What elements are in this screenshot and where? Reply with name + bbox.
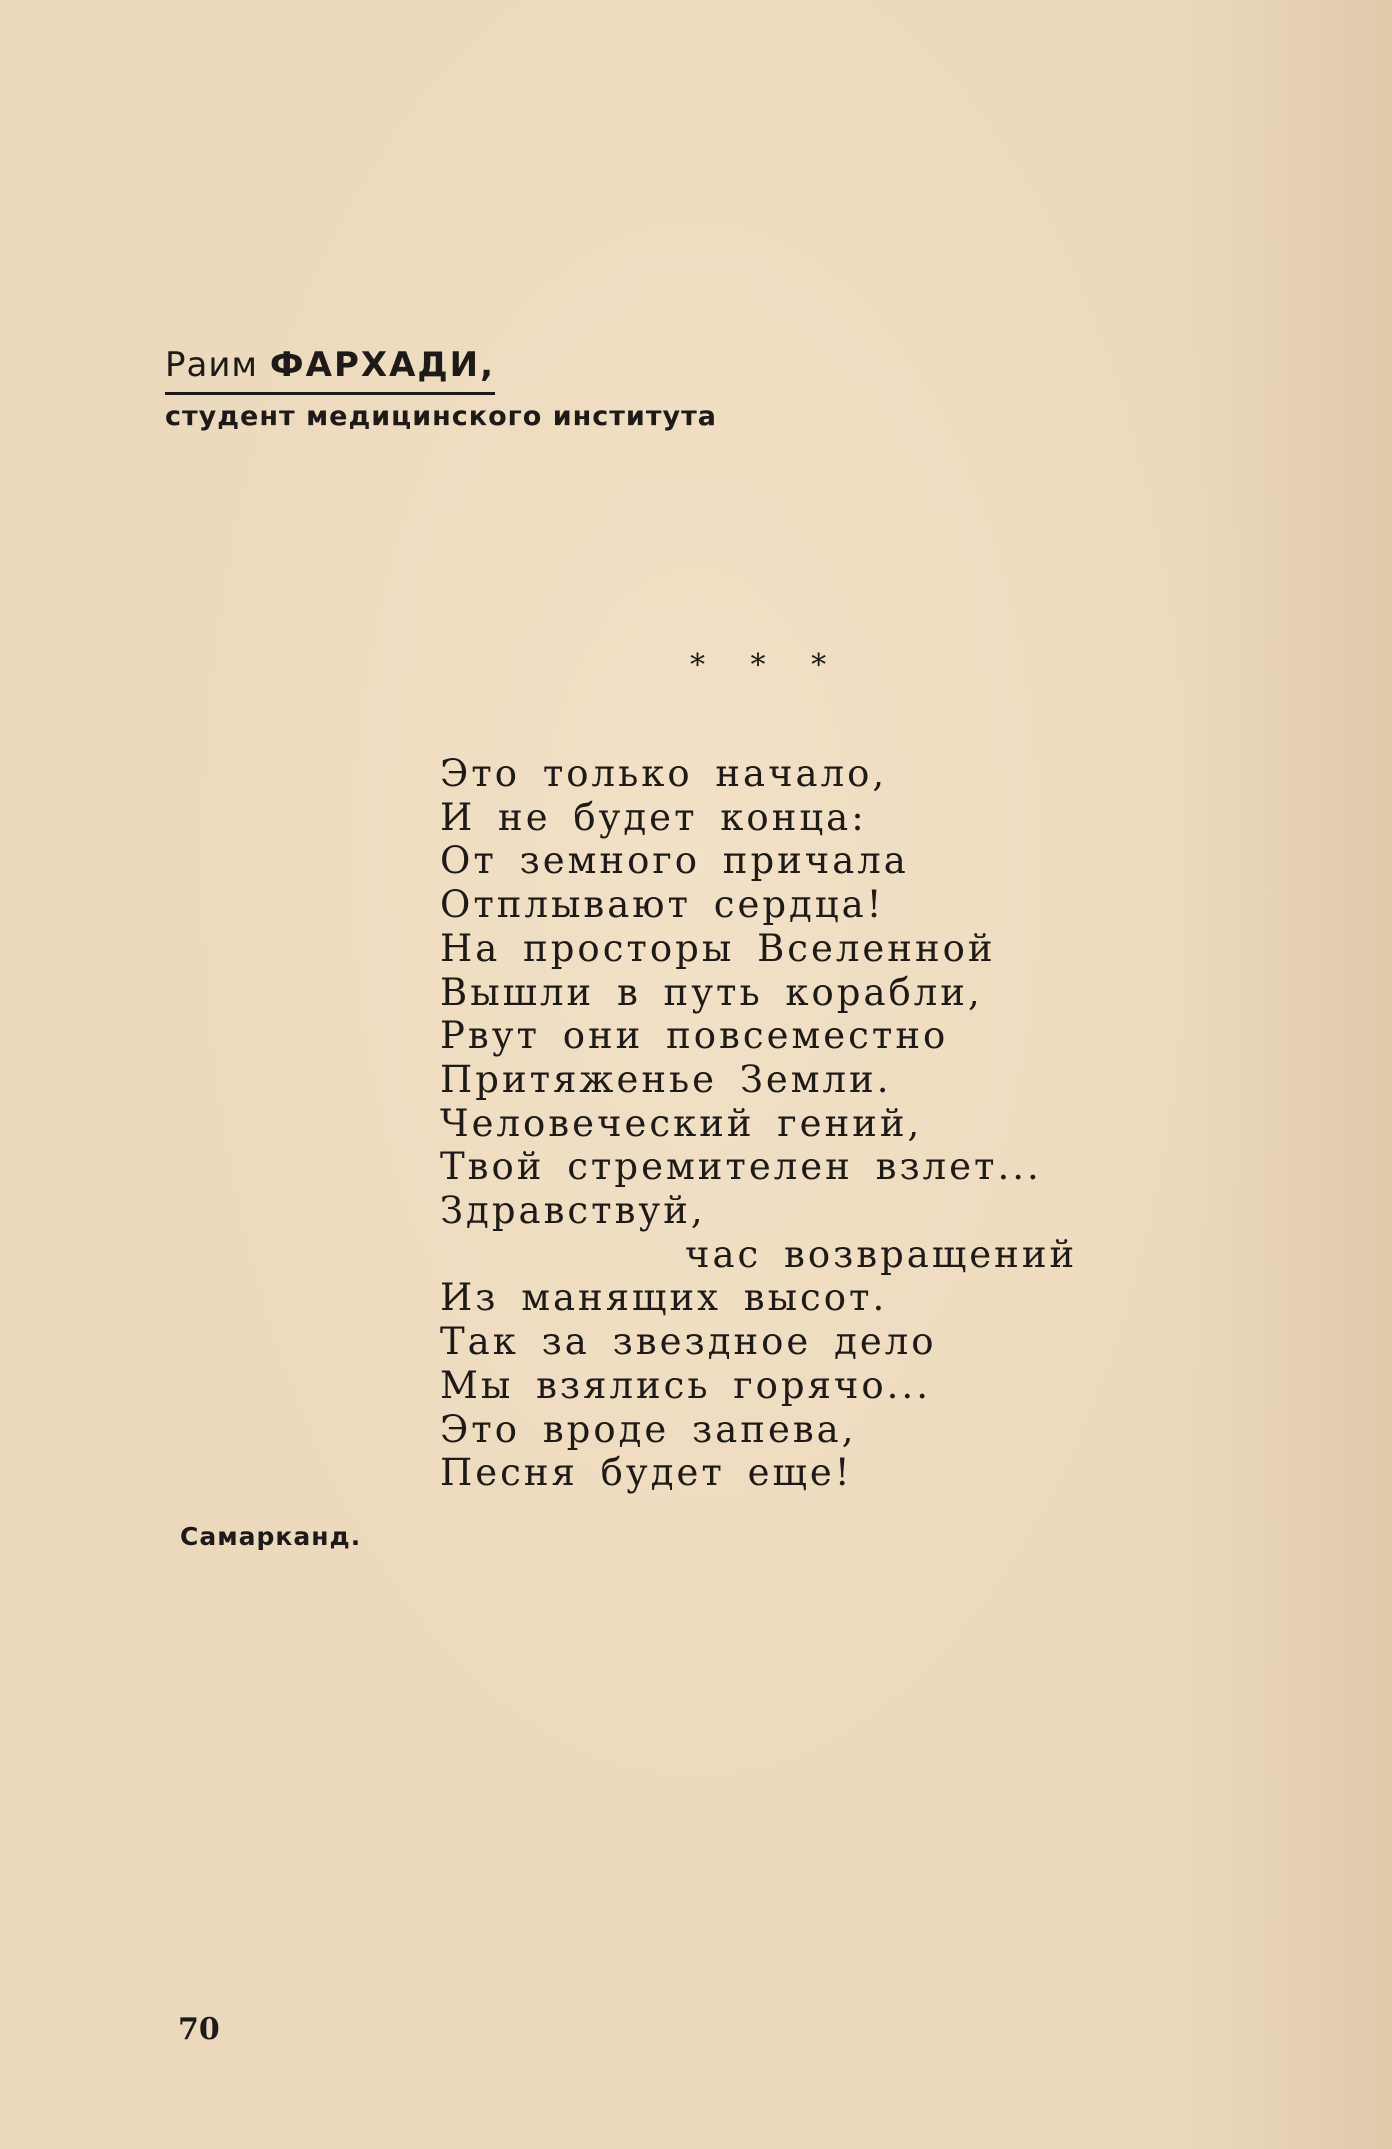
author-role: студент медицинского института (165, 400, 717, 432)
poem-line: Так за звездное дело (440, 1320, 937, 1364)
poem-line: Здравствуй, (440, 1189, 706, 1233)
poem-line: Вышли в путь корабли, (440, 970, 983, 1014)
poem-line: Это только начало, (440, 752, 888, 795)
poem-line: На просторы Вселенной (440, 926, 996, 970)
poem-line: Песня будет еще! (440, 1451, 853, 1495)
poem-line: Притяженье Земли. (440, 1057, 892, 1101)
poem-line: Мы взялись горячо... (440, 1363, 931, 1407)
page-number: 70 (178, 2012, 220, 2047)
author-block (165, 345, 725, 432)
poem-line: Из манящих высот. (440, 1276, 888, 1320)
poem-line: Твой стремителен взлет... (440, 1145, 1042, 1189)
place-signature: Самарканд. (180, 1522, 362, 1551)
poem-asterisks: * * * (690, 648, 845, 683)
poem-line: Это вроде запева, (440, 1407, 857, 1451)
poem-line: Рвут они повсеместно (440, 1014, 949, 1058)
author-name (165, 345, 495, 395)
poem-line: И не будет конца: (440, 795, 867, 839)
poem-line: Отплывают сердца! (440, 883, 885, 927)
poem-line: Человеческий гений, (440, 1101, 923, 1145)
poem-line: От земного причала (440, 839, 909, 883)
poem-line-indented: час возвращений (685, 1232, 1078, 1276)
poem-text (440, 752, 1077, 1495)
author-first-name: Раим (165, 345, 259, 385)
author-surname: ФАРХАДИ, (269, 345, 496, 385)
